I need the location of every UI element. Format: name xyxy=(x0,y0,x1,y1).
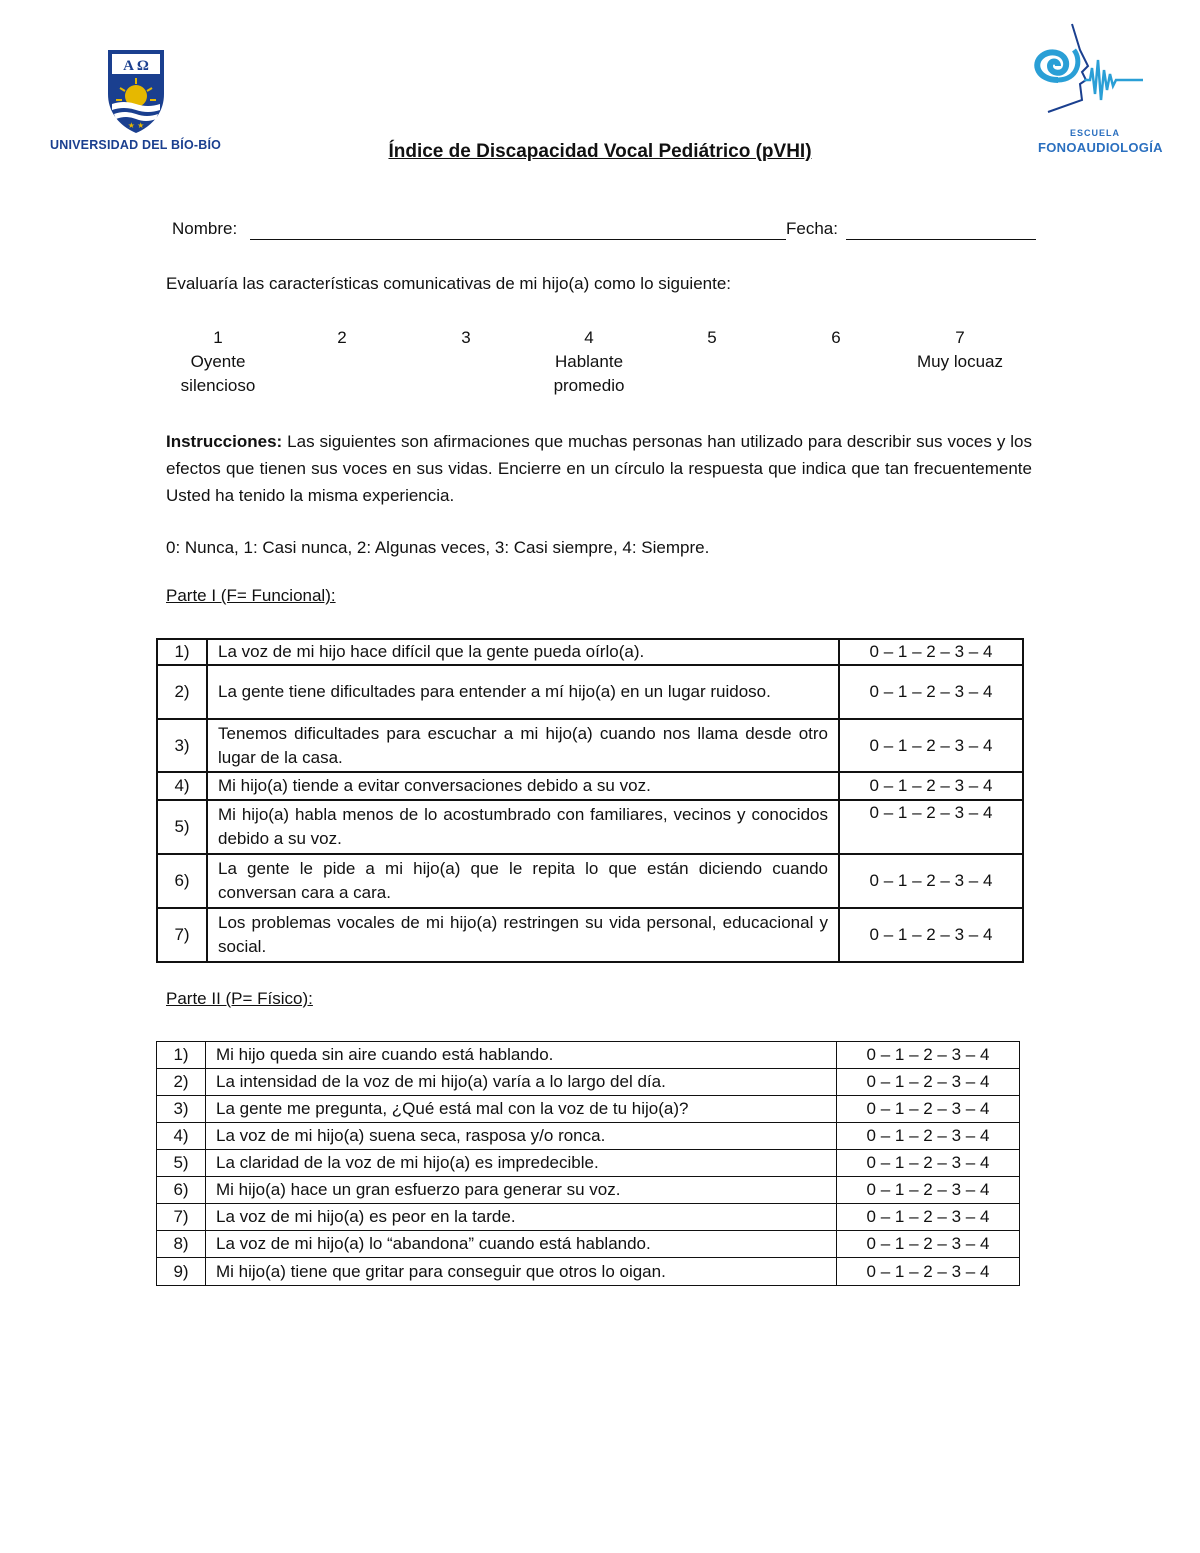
item-statement: Los problemas vocales de mi hijo(a) restringen su vida personal, educacional y social. xyxy=(207,908,839,962)
scale-label: Muy locuaz xyxy=(917,352,1003,371)
item-scale[interactable]: 0 – 1 – 2 – 3 – 4 xyxy=(839,772,1023,800)
instructions xyxy=(166,428,1032,509)
item-number: 9) xyxy=(157,1258,206,1286)
item-scale[interactable]: 0 – 1 – 2 – 3 – 4 xyxy=(837,1096,1020,1123)
item-scale[interactable]: 0 – 1 – 2 – 3 – 4 xyxy=(837,1177,1020,1204)
shield-letters: A Ω xyxy=(123,58,149,74)
table-row xyxy=(157,800,1023,854)
name-label: Nombre: xyxy=(172,219,238,238)
item-statement: Mi hijo queda sin aire cuando está hablando. xyxy=(206,1042,837,1069)
item-number: 1) xyxy=(157,1042,206,1069)
scale-option-7[interactable] xyxy=(900,326,1020,374)
table-row xyxy=(157,1069,1020,1096)
university-name: UNIVERSIDAD DEL BÍO-BÍO xyxy=(50,138,222,152)
answer-legend: 0: Nunca, 1: Casi nunca, 2: Algunas veces, 3: Casi siempre, 4: Siempre. xyxy=(166,538,710,557)
item-scale[interactable]: 0 – 1 – 2 – 3 – 4 xyxy=(837,1123,1020,1150)
item-scale[interactable]: 0 – 1 – 2 – 3 – 4 xyxy=(837,1258,1020,1286)
item-scale[interactable]: 0 – 1 – 2 – 3 – 4 xyxy=(837,1204,1020,1231)
item-scale[interactable]: 0 – 1 – 2 – 3 – 4 xyxy=(839,719,1023,772)
item-statement: La gente le pide a mi hijo(a) que le repita lo que están diciendo cuando conversan cara a cara. xyxy=(207,854,839,908)
table-row xyxy=(157,665,1023,719)
table-row xyxy=(157,1150,1020,1177)
scale-option-6[interactable] xyxy=(776,326,896,350)
rating-prompt: Evaluaría las características comunicativas de mi hijo(a) como lo siguiente: xyxy=(166,274,732,293)
item-number: 4) xyxy=(157,772,207,800)
table-row xyxy=(157,854,1023,908)
voice-wave-icon xyxy=(1028,20,1153,125)
item-number: 8) xyxy=(157,1231,206,1258)
item-number: 2) xyxy=(157,1069,206,1096)
item-scale[interactable]: 0 – 1 – 2 – 3 – 4 xyxy=(839,665,1023,719)
item-statement: La intensidad de la voz de mi hijo(a) varía a lo largo del día. xyxy=(206,1069,837,1096)
scale-label: promedio xyxy=(553,376,625,395)
scale-number: 6 xyxy=(831,328,841,347)
svg-text:★ ★: ★ ★ xyxy=(127,121,145,130)
item-number: 3) xyxy=(157,1096,206,1123)
item-statement: La voz de mi hijo(a) lo “abandona” cuando está hablando. xyxy=(206,1231,837,1258)
scale-number: 4 xyxy=(584,328,594,347)
item-statement: Mi hijo(a) tiende a evitar conversaciones debido a su voz. xyxy=(207,772,839,800)
item-number: 5) xyxy=(157,800,207,854)
item-number: 1) xyxy=(157,639,207,665)
item-scale[interactable]: 0 – 1 – 2 – 3 – 4 xyxy=(837,1231,1020,1258)
instructions-label: Instrucciones: xyxy=(166,432,283,451)
item-scale[interactable]: 0 – 1 – 2 – 3 – 4 xyxy=(839,639,1023,665)
date-label: Fecha: xyxy=(786,219,838,238)
item-number: 6) xyxy=(157,854,207,908)
table-row xyxy=(157,908,1023,962)
scale-number: 7 xyxy=(955,328,965,347)
item-number: 2) xyxy=(157,665,207,719)
item-number: 3) xyxy=(157,719,207,772)
table-row xyxy=(157,1096,1020,1123)
scale-option-1[interactable] xyxy=(158,326,278,398)
shield-icon xyxy=(106,48,166,134)
school-label-small: ESCUELA xyxy=(1070,128,1121,138)
item-statement: Mi hijo(a) habla menos de lo acostumbrado con familiares, vecinos y conocidos debido a su voz. xyxy=(207,800,839,854)
scale-option-4[interactable] xyxy=(529,326,649,398)
table-row xyxy=(157,1231,1020,1258)
item-scale[interactable]: 0 – 1 – 2 – 3 – 4 xyxy=(839,854,1023,908)
item-statement: La claridad de la voz de mi hijo(a) es impredecible. xyxy=(206,1150,837,1177)
item-number: 4) xyxy=(157,1123,206,1150)
item-statement: Mi hijo(a) hace un gran esfuerzo para generar su voz. xyxy=(206,1177,837,1204)
table-row xyxy=(157,719,1023,772)
scale-option-3[interactable] xyxy=(406,326,526,350)
item-scale[interactable]: 0 – 1 – 2 – 3 – 4 xyxy=(839,800,1023,854)
item-number: 6) xyxy=(157,1177,206,1204)
item-statement: La gente tiene dificultades para entender a mí hijo(a) en un lugar ruidoso. xyxy=(207,665,839,719)
scale-label: silencioso xyxy=(180,376,256,395)
table-row xyxy=(157,1177,1020,1204)
part2-heading: Parte II (P= Físico): xyxy=(166,989,313,1008)
item-scale[interactable]: 0 – 1 – 2 – 3 – 4 xyxy=(837,1150,1020,1177)
table-row xyxy=(157,1204,1020,1231)
table-row xyxy=(157,1258,1020,1286)
scale-number: 5 xyxy=(707,328,717,347)
part1-heading: Parte I (F= Funcional): xyxy=(166,586,336,605)
scale-label: Hablante xyxy=(554,352,624,371)
table-row xyxy=(157,772,1023,800)
item-statement: La gente me pregunta, ¿Qué está mal con la voz de tu hijo(a)? xyxy=(206,1096,837,1123)
item-scale[interactable]: 0 – 1 – 2 – 3 – 4 xyxy=(837,1069,1020,1096)
page-title: Índice de Discapacidad Vocal Pediátrico (pVHI) xyxy=(388,141,812,162)
date-field-line[interactable] xyxy=(846,239,1036,240)
item-number: 5) xyxy=(157,1150,206,1177)
scale-number: 1 xyxy=(213,328,223,347)
school-label: FONOAUDIOLOGÍA xyxy=(1038,140,1163,155)
school-logo xyxy=(1028,20,1163,160)
item-statement: La voz de mi hijo(a) suena seca, rasposa y/o ronca. xyxy=(206,1123,837,1150)
item-statement: Mi hijo(a) tiene que gritar para conseguir que otros lo oigan. xyxy=(206,1258,837,1286)
name-field-line[interactable] xyxy=(250,239,786,240)
scale-label: Oyente xyxy=(190,352,246,371)
part2-table xyxy=(156,1041,1020,1286)
item-statement: Tenemos dificultades para escuchar a mi hijo(a) cuando nos llama desde otro lugar de la casa. xyxy=(207,719,839,772)
scale-option-5[interactable] xyxy=(652,326,772,350)
part1-table xyxy=(156,638,1024,963)
item-statement: La voz de mi hijo hace difícil que la gente pueda oírlo(a). xyxy=(207,639,839,665)
scale-number: 2 xyxy=(337,328,347,347)
name-date-row xyxy=(172,219,1038,243)
item-scale[interactable]: 0 – 1 – 2 – 3 – 4 xyxy=(839,908,1023,962)
item-number: 7) xyxy=(157,908,207,962)
table-row xyxy=(157,1123,1020,1150)
item-number: 7) xyxy=(157,1204,206,1231)
scale-number: 3 xyxy=(461,328,471,347)
item-statement: La voz de mi hijo(a) es peor en la tarde. xyxy=(206,1204,837,1231)
table-row xyxy=(157,639,1023,665)
table-row xyxy=(157,1042,1020,1069)
instructions-text: Las siguientes son afirmaciones que muchas personas han utilizado para describir sus voces y los efectos que tienen sus voces en sus vidas. Encierre en un círculo la respuesta que indica que tan frecuentemente Usted ha tenido la misma experiencia. xyxy=(166,432,1032,505)
scale-option-2[interactable] xyxy=(282,326,402,350)
item-scale[interactable]: 0 – 1 – 2 – 3 – 4 xyxy=(837,1042,1020,1069)
